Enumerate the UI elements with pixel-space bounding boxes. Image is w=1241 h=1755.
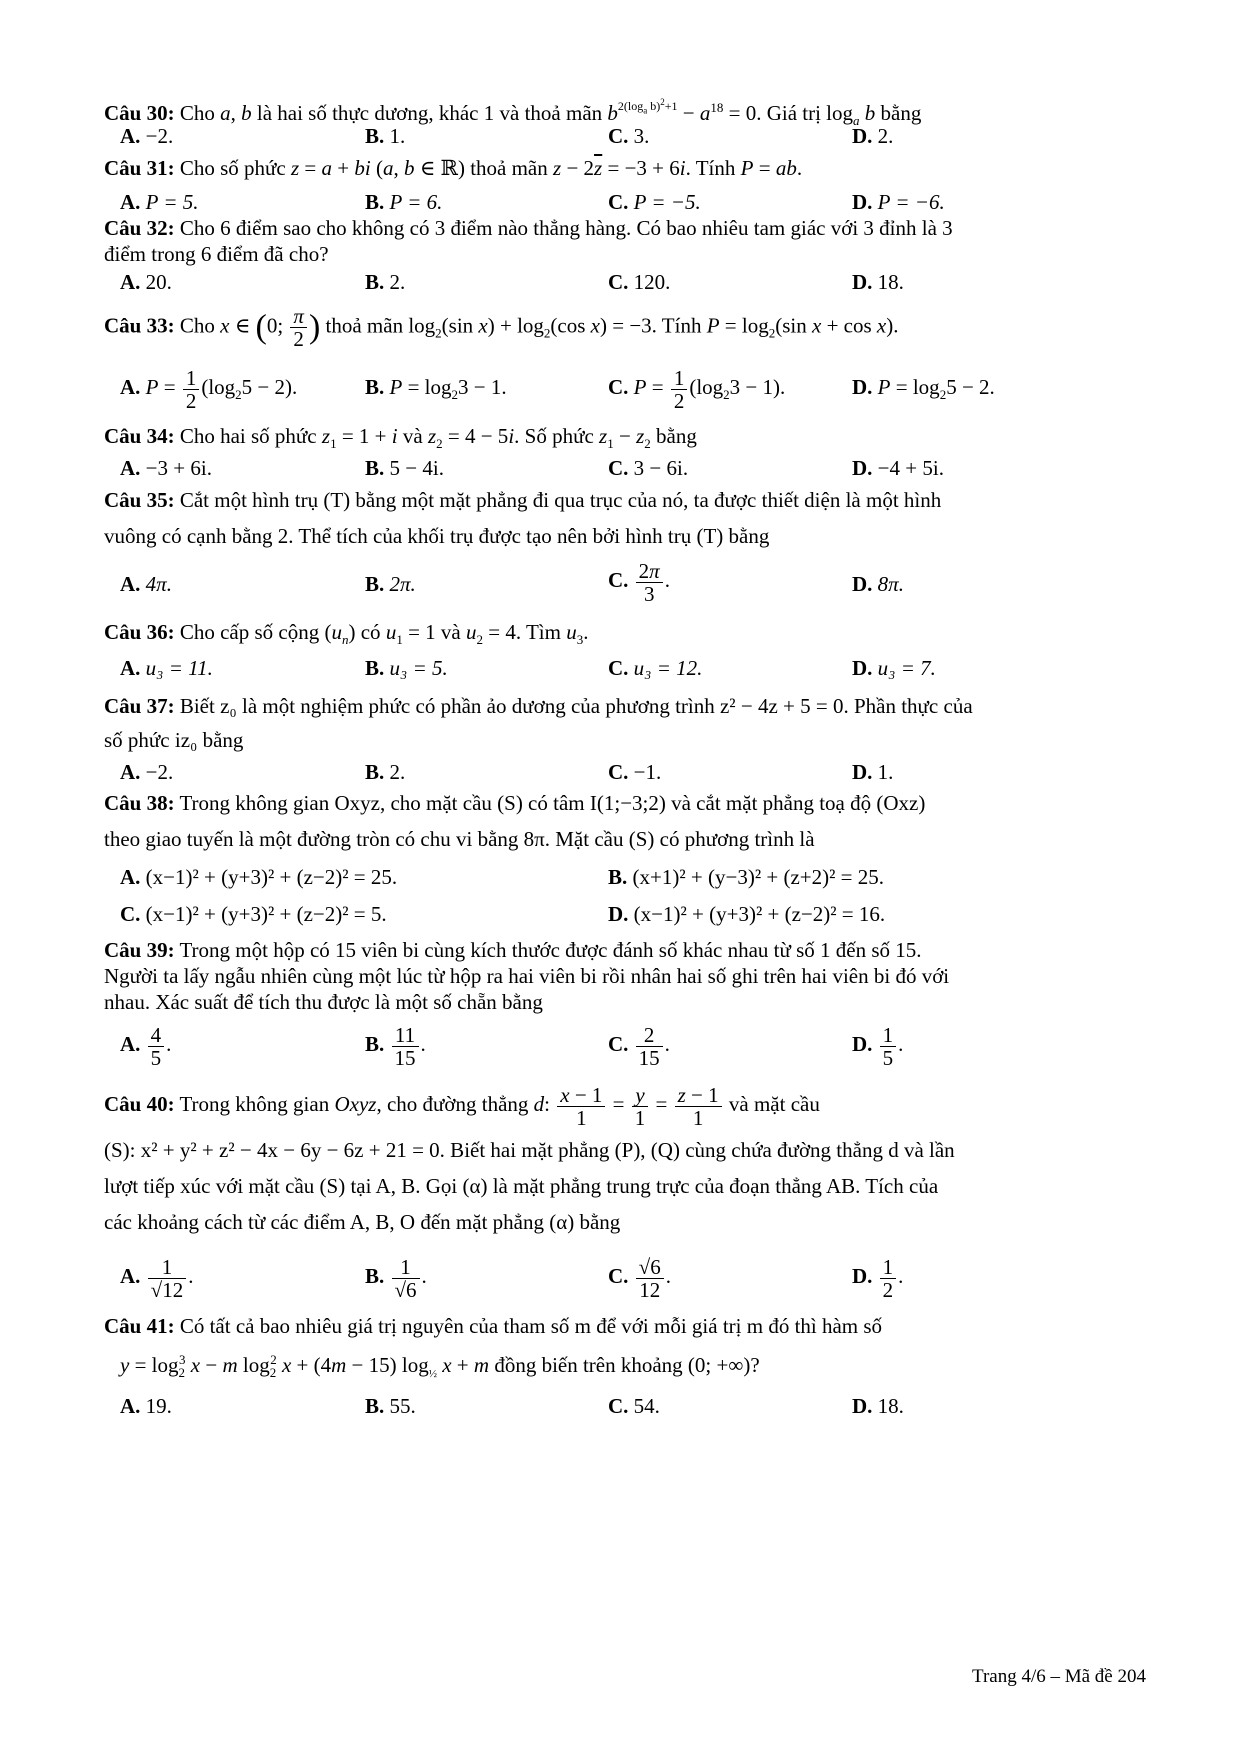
- question-41: Câu 41: Có tất cả bao nhiêu giá trị nguyên của tham số m để với mỗi giá trị m đó thì hàm số: [104, 1314, 883, 1338]
- option-b: B. 2.: [365, 270, 406, 294]
- option-c: C. 3.: [608, 124, 650, 148]
- option-a: A. −2.: [120, 760, 174, 784]
- question-38: Câu 38: Trong không gian Oxyz, cho mặt cầu (S) có tâm I(1;−3;2) và cắt mặt phẳng toạ độ (Oxz): [104, 791, 926, 815]
- question-33: Câu 33: Cho x ∈ (0; $\frac{\pi}{2}$ ) thoả mãn $\log_2(\sin$ $x) + \log_2(\cos$ x) = −3. Tính $P = \log_2(\sin$ x + cos x).: [104, 304, 899, 351]
- option-a: A. P = $\frac{1}{2}$ $(\log_25 - 2)$.: [120, 365, 298, 413]
- option-a: A. 19.: [120, 1394, 172, 1418]
- option-d: D. u₃ = 7.: [852, 656, 936, 680]
- question-label: Câu 30:: [104, 101, 175, 125]
- option-d: D. 1.: [852, 760, 894, 784]
- option-b: B. 1.: [365, 124, 406, 148]
- option-a: A. 4π.: [120, 572, 172, 596]
- question-37-cont: số phức iz₀ bằng: [104, 728, 244, 752]
- question-39: Câu 39: Trong một hộp có 15 viên bi cùng kích thước được đánh số khác nhau từ số 1 đến số 15.: [104, 938, 922, 962]
- option-b: B. (x+1)² + (y−3)² + (z+2)² = 25.: [608, 865, 884, 889]
- question-40-cont: (S): x² + y² + z² − 4x − 6y − 6z + 21 = 0. Biết hai mặt phẳng (P), (Q) cùng chứa đường thẳng d và lần: [104, 1138, 955, 1162]
- question-31: Câu 31: Cho số phức z = a + bi (a, b ∈ ℝ) thoả mãn $z - 2\overline{z} = -3 + 6i$. Tính P = ab.: [104, 156, 803, 180]
- option-c: C. $\frac{√6}{12}$ .: [608, 1254, 671, 1302]
- option-a: A. $\frac{4}{5}$ .: [120, 1022, 172, 1070]
- option-b: B. u₃ = 5.: [365, 656, 448, 680]
- question-40: Câu 40: Trong không gian Oxyz, cho đường thẳng d: $\frac{x - 1}{1}$ = $\frac{y}{1}$ = $\frac{z - 1}{1}$ và mặt cầu: [104, 1082, 820, 1130]
- option-b: B. $\frac{11}{15}$ .: [365, 1022, 426, 1070]
- option-c: C. u₃ = 12.: [608, 656, 703, 680]
- option-d: D. 8π.: [852, 572, 904, 596]
- option-d: D. (x−1)² + (y+3)² + (z−2)² = 16.: [608, 902, 886, 926]
- option-d: D. 18.: [852, 1394, 904, 1418]
- option-a: A. −2.: [120, 124, 174, 148]
- option-b: B. 2.: [365, 760, 406, 784]
- option-a: A. (x−1)² + (y+3)² + (z−2)² = 25.: [120, 865, 398, 889]
- option-d: D. $\frac{1}{5}$ .: [852, 1022, 904, 1070]
- option-b: B. P = 6.: [365, 190, 443, 214]
- option-c: C. 54.: [608, 1394, 660, 1418]
- question-38-cont: theo giao tuyến là một đường tròn có chu vi bằng 8π. Mặt cầu (S) có phương trình là: [104, 827, 815, 851]
- question-41-cont: $y = \log_2^3 x - m$ $\log_2^2 x + (4m - 15)$ $\log_{\frac{1}{2}} x + m$ đồng biến trên khoảng (0; +∞)?: [120, 1352, 760, 1381]
- option-c: C. −1.: [608, 760, 662, 784]
- option-a: A. $\frac{1}{√12}$ .: [120, 1254, 194, 1302]
- question-34: Câu 34: Cho hai số phức $z_1 = 1 + i$ và $z_2 = 4 - 5i$. Số phức $z_1 - z_2$ bằng: [104, 424, 697, 452]
- question-32-cont: điểm trong 6 điểm đã cho?: [104, 242, 329, 266]
- option-d: D. P = −6.: [852, 190, 945, 214]
- question-32: Câu 32: Cho 6 điểm sao cho không có 3 điểm nào thẳng hàng. Có bao nhiêu tam giác với 3 đỉnh là 3: [104, 216, 953, 240]
- question-39-cont2: nhau. Xác suất để tích thu được là một số chẵn bằng: [104, 990, 543, 1014]
- option-a: A. −3 + 6i.: [120, 456, 212, 480]
- option-d: D. 2.: [852, 124, 894, 148]
- option-d: D. $\frac{1}{2}$ .: [852, 1254, 904, 1302]
- question-35-cont: vuông có cạnh bằng 2. Thể tích của khối trụ được tạo nên bởi hình trụ (T) bằng: [104, 524, 770, 548]
- question-36: Câu 36: Cho cấp số cộng $(u_n)$ có $u_1 = 1$ và $u_2 = 4$. Tìm $u_3$.: [104, 620, 589, 648]
- option-c: C. P = −5.: [608, 190, 701, 214]
- option-d: D. −4 + 5i.: [852, 456, 944, 480]
- option-c: C. 3 − 6i.: [608, 456, 689, 480]
- option-c: C. (x−1)² + (y+3)² + (z−2)² = 5.: [120, 902, 387, 926]
- option-b: B. $P = \log_23 - 1$.: [365, 375, 507, 403]
- question-37: Câu 37: Biết z₀ là một nghiệm phức có phần ảo dương của phương trình z² − 4z + 5 = 0. Phần thực của: [104, 694, 973, 718]
- option-c: C. $\frac{2}{15}$ .: [608, 1022, 670, 1070]
- question-40-cont3: các khoảng cách từ các điểm A, B, O đến mặt phẳng (α) bằng: [104, 1210, 621, 1234]
- option-b: B. $\frac{1}{√6}$ .: [365, 1254, 427, 1302]
- option-c: C. P = $\frac{1}{2}$ $(\log_23 - 1)$.: [608, 365, 786, 413]
- option-b: B. 55.: [365, 1394, 416, 1418]
- question-35: Câu 35: Cắt một hình trụ (T) bằng một mặt phẳng đi qua trục của nó, ta được thiết diện là một hình: [104, 488, 942, 512]
- option-d: D. 18.: [852, 270, 904, 294]
- page-footer: Trang 4/6 – Mã đề 204: [972, 1666, 1146, 1687]
- option-c: C. $\frac{2\pi}{3}$ .: [608, 558, 670, 606]
- option-c: C. 120.: [608, 270, 671, 294]
- option-b: B. 2π.: [365, 572, 416, 596]
- option-a: A. P = 5.: [120, 190, 199, 214]
- question-40-cont2: lượt tiếp xúc với mặt cầu (S) tại A, B. Gọi (α) là mặt phẳng trung trực của đoạn thẳng AB. Tích của: [104, 1174, 939, 1198]
- question-30: Câu 30: Cho a, b là hai số thực dương, khác 1 và thoả mãn $b^{2(log_a b)^2+1} - a^{18} = 0$. Giá trị $\log_a b$ bằng: [104, 97, 922, 129]
- question-39-cont: Người ta lấy ngẫu nhiên cùng một lúc từ hộp ra hai viên bi rồi nhân hai số ghi trên hai viên bi đó với: [104, 964, 950, 988]
- option-d: D. $P = \log_25 - 2$.: [852, 375, 995, 403]
- option-b: B. 5 − 4i.: [365, 456, 444, 480]
- option-a: A. u₃ = 11.: [120, 656, 213, 680]
- option-a: A. 20.: [120, 270, 172, 294]
